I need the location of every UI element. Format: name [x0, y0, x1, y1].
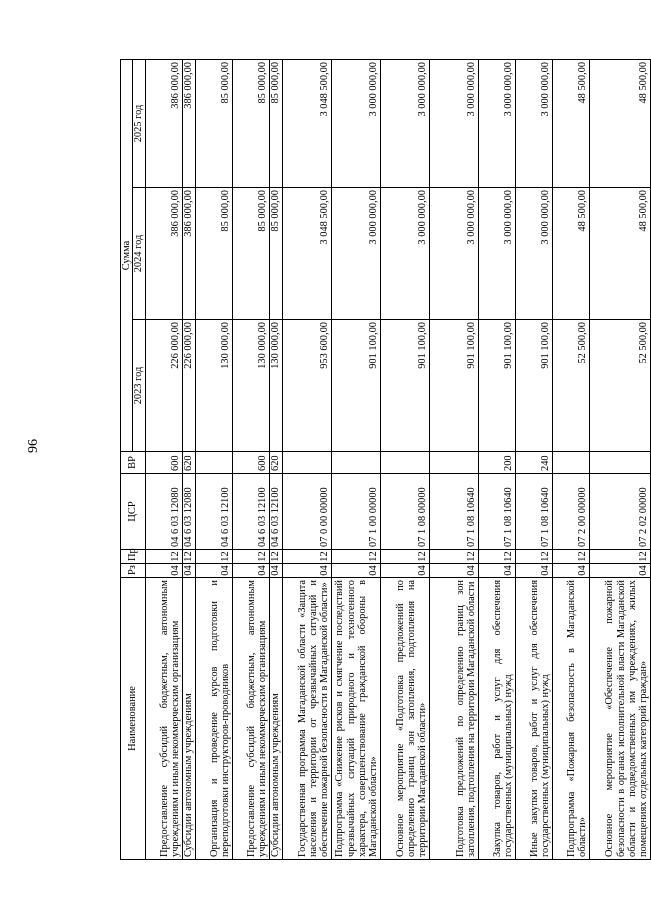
row-csr: 07 1 08 10640	[478, 474, 515, 550]
row-2024: 3 000 000,00	[478, 188, 515, 320]
row-pr: 12	[515, 550, 552, 564]
row-vr	[331, 452, 380, 474]
header-vr: ВР	[121, 452, 146, 474]
table-row	[478, 59, 515, 859]
row-2023: 130 000,00	[232, 320, 269, 452]
row-2025: 3 000 000,00	[331, 59, 380, 187]
header-pr: Пр	[121, 550, 146, 564]
row-pr: 12	[552, 550, 589, 564]
row-vr: 600	[232, 452, 269, 474]
row-2024: 386 000,00	[182, 188, 195, 320]
row-name: Предоставление субсидий бюджетным, автономным учреждениям и иным некоммерческим организациям	[145, 578, 182, 860]
row-name: Закупка товаров, работ и услуг для обеспечения государственных (муниципальных) нужд	[478, 578, 515, 860]
row-csr: 04 6 03 12080	[182, 474, 195, 550]
row-2023: 953 600,00	[282, 320, 331, 452]
header-year-2025: 2025 год	[133, 59, 145, 187]
row-2023: 226 000,00	[145, 320, 182, 452]
header-sum: Сумма	[121, 59, 133, 451]
row-name: Подпрограмма «Снижение рисков и смягчение последствий чрезвычайных ситуаций природного и техногенного характера, совершенствование гражданской обороны в Магаданской области»	[331, 578, 380, 860]
row-name: Государственная программа Магаданской области «Защита населения и территории от чрезвычайных ситуаций и обеспечение пожарной безопасности в Магаданской области»	[282, 578, 331, 860]
table-row	[269, 59, 282, 859]
row-vr	[552, 452, 589, 474]
row-name: Субсидии автономным учреждениям	[182, 578, 195, 860]
row-csr: 07 1 08 10640	[515, 474, 552, 550]
header-csr: ЦСР	[121, 474, 146, 550]
row-vr	[589, 452, 650, 474]
row-2025: 3 000 000,00	[380, 59, 429, 187]
row-csr: 07 1 08 10640	[429, 474, 478, 550]
row-vr: 600	[145, 452, 182, 474]
row-pr: 12	[183, 551, 195, 562]
row-2025: 3 000 000,00	[478, 59, 515, 187]
row-rz: 04	[183, 565, 195, 576]
row-pr: 12	[380, 550, 429, 564]
row-2024: 3 048 500,00	[282, 188, 331, 320]
row-vr: 620	[182, 452, 195, 474]
row-rz: 04	[552, 564, 589, 578]
row-name: Организация и проведение курсов подготовки и переподготовки инструкторов-проводников	[195, 578, 232, 860]
row-2024: 3 000 000,00	[380, 188, 429, 320]
row-2025: 386 000,00	[145, 59, 182, 187]
row-rz: 04	[232, 564, 269, 578]
row-name: Подготовка предложений по определению границ зон затопления, подтопления на территории Магаданской области	[429, 578, 478, 860]
row-name: Субсидии автономным учреждениям	[269, 578, 282, 860]
row-2024: 85 000,00	[232, 188, 269, 320]
row-pr: 12	[145, 550, 182, 564]
row-csr: 07 0 00 00000	[282, 474, 331, 550]
row-vr: 200	[478, 452, 515, 474]
row-vr	[282, 452, 331, 474]
row-2023: 52 500,00	[589, 320, 650, 452]
row-2023: 130 000,00	[195, 320, 232, 452]
row-name: Предоставление субсидий бюджетным, автономным учреждениям и иным некоммерческим организациям	[232, 578, 269, 860]
row-vr: 240	[515, 452, 552, 474]
table-row	[195, 59, 232, 859]
header-row	[121, 59, 133, 859]
row-csr: 04 6 03 12100	[195, 474, 232, 550]
table-row	[182, 59, 195, 859]
row-2025: 386 000,00	[182, 59, 195, 187]
row-2023: 901 100,00	[429, 320, 478, 452]
row-2025: 48 500,00	[552, 59, 589, 187]
page-number: 96	[26, 439, 41, 453]
row-2024: 48 500,00	[552, 188, 589, 320]
row-2023: 130 000,00	[269, 320, 282, 452]
row-2024: 3 000 000,00	[429, 188, 478, 320]
header-rz: Рз	[121, 564, 146, 578]
row-pr: 12	[195, 550, 232, 564]
table-row	[145, 59, 182, 859]
row-2023: 226 000,00	[182, 320, 195, 452]
row-csr: 07 1 00 00000	[331, 474, 380, 550]
row-csr: 07 1 08 00000	[380, 474, 429, 550]
row-pr: 12	[232, 550, 269, 564]
header-year-2024: 2024 год	[133, 188, 145, 320]
row-2024: 85 000,00	[269, 188, 282, 320]
row-pr: 12	[282, 550, 331, 564]
row-rz: 04	[380, 564, 429, 578]
row-rz: 04	[270, 565, 282, 576]
row-vr	[195, 452, 232, 474]
row-pr: 12	[589, 550, 650, 564]
table-row	[429, 59, 478, 859]
rotated-page-content	[120, 60, 650, 860]
row-2023: 901 100,00	[515, 320, 552, 452]
row-csr: 07 2 02 00000	[589, 474, 650, 550]
table-row	[380, 59, 429, 859]
table-row	[589, 59, 650, 859]
row-2024: 48 500,00	[589, 188, 650, 320]
row-2024: 3 000 000,00	[515, 188, 552, 320]
row-2025: 3 048 500,00	[282, 59, 331, 187]
row-rz: 04	[282, 564, 331, 578]
row-rz: 04	[589, 564, 650, 578]
row-pr: 12	[270, 551, 282, 562]
table-body	[145, 59, 650, 859]
row-csr: 04 6 03 12100	[269, 474, 282, 550]
row-2024: 386 000,00	[145, 188, 182, 320]
table-row	[282, 59, 331, 859]
row-csr: 04 6 03 12080	[145, 474, 182, 550]
row-csr: 04 6 03 12100	[232, 474, 269, 550]
row-rz: 04	[145, 564, 182, 578]
row-vr	[380, 452, 429, 474]
budget-table	[120, 59, 651, 860]
header-year-2023: 2023 год	[133, 320, 145, 452]
row-2025: 85 000,00	[232, 59, 269, 187]
row-2025: 85 000,00	[195, 59, 232, 187]
row-csr: 07 2 00 00000	[552, 474, 589, 550]
table-row	[331, 59, 380, 859]
table-row	[515, 59, 552, 859]
table-row	[552, 59, 589, 859]
row-2025: 85 000,00	[269, 59, 282, 187]
row-2023: 901 100,00	[331, 320, 380, 452]
row-2024: 85 000,00	[195, 188, 232, 320]
row-2023: 901 100,00	[380, 320, 429, 452]
row-2024: 3 000 000,00	[331, 188, 380, 320]
row-rz: 04	[429, 564, 478, 578]
row-rz: 04	[195, 564, 232, 578]
row-2023: 52 500,00	[552, 320, 589, 452]
row-name: Подпрограмма «Пожарная безопасность в Магаданской области»	[552, 578, 589, 860]
table-row	[232, 59, 269, 859]
header-name: Наименование	[121, 578, 146, 860]
row-pr: 12	[429, 550, 478, 564]
row-rz: 04	[478, 564, 515, 578]
row-2025: 3 000 000,00	[515, 59, 552, 187]
row-2023: 901 100,00	[478, 320, 515, 452]
row-name: Основное мероприятие «Обеспечение пожарной безопасности в органах исполнительной власти Магаданской области и подведомственных им учреждениях, жилых помещениях отдельных категорий граждан»	[589, 578, 650, 860]
row-pr: 12	[331, 550, 380, 564]
row-rz: 04	[331, 564, 380, 578]
row-rz: 04	[515, 564, 552, 578]
row-2025: 3 000 000,00	[429, 59, 478, 187]
row-name: Основное мероприятие «Подготовка предложений по определению границ зон затопления, подтопления на территории Магаданской области»	[380, 578, 429, 860]
row-vr	[429, 452, 478, 474]
row-2025: 48 500,00	[589, 59, 650, 187]
row-pr: 12	[478, 550, 515, 564]
row-name: Иные закупки товаров, работ и услуг для обеспечения государственных (муниципальных) нужд	[515, 578, 552, 860]
row-vr: 620	[269, 452, 282, 474]
